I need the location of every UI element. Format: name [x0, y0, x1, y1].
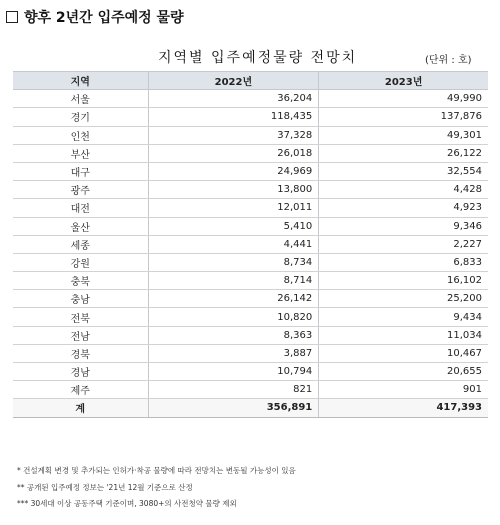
section-heading — [6, 7, 184, 27]
table-row — [13, 162, 488, 180]
cell-region: 인천 — [13, 126, 148, 144]
cell-region: 전북 — [13, 308, 148, 326]
cell-2022: 13,800 — [148, 181, 319, 199]
footnotes — [17, 463, 296, 513]
cell-2022: 10,794 — [148, 363, 319, 381]
header-2023: 2023년 — [319, 72, 488, 90]
cell-2022: 356,891 — [148, 399, 319, 417]
checkbox-square-icon — [6, 11, 18, 23]
cell-2022: 10,820 — [148, 308, 319, 326]
cell-2022: 37,328 — [148, 126, 319, 144]
cell-2023: 32,554 — [319, 162, 488, 180]
cell-2022: 36,204 — [148, 90, 319, 108]
table-row — [13, 181, 488, 199]
table-row — [13, 217, 488, 235]
table-row — [13, 144, 488, 162]
table-row — [13, 253, 488, 271]
cell-2023: 137,876 — [319, 108, 488, 126]
cell-region: 충북 — [13, 272, 148, 290]
table-row — [13, 235, 488, 253]
cell-2022: 8,714 — [148, 272, 319, 290]
footnote-2: ** 공개된 입주예정 정보는 '21년 12월 기준으로 산정 — [17, 482, 193, 492]
cell-region: 대전 — [13, 199, 148, 217]
cell-2022: 118,435 — [148, 108, 319, 126]
header-region: 지역 — [13, 72, 148, 90]
table-row — [13, 290, 488, 308]
cell-2023: 417,393 — [319, 399, 488, 417]
cell-2023: 901 — [319, 381, 488, 399]
cell-2023: 25,200 — [319, 290, 488, 308]
section-heading-text: 향후 2년간 입주예정 물량 — [24, 10, 184, 26]
table-row — [13, 272, 488, 290]
cell-2023: 11,034 — [319, 326, 488, 344]
cell-2023: 16,102 — [319, 272, 488, 290]
cell-2022: 24,969 — [148, 162, 319, 180]
cell-2022: 8,363 — [148, 326, 319, 344]
cell-region: 계 — [13, 399, 148, 417]
cell-2022: 8,734 — [148, 253, 319, 271]
table-header-row — [13, 72, 488, 90]
cell-region: 경기 — [13, 108, 148, 126]
cell-region: 강원 — [13, 253, 148, 271]
cell-region: 충남 — [13, 290, 148, 308]
footnote-1: * 건설계획 변경 및 추가되는 인허가·착공 물량에 따라 전망치는 변동될 가능성이 있음 — [17, 466, 296, 475]
cell-2023: 49,990 — [319, 90, 488, 108]
cell-2023: 6,833 — [319, 253, 488, 271]
cell-2023: 49,301 — [319, 126, 488, 144]
cell-2023: 20,655 — [319, 363, 488, 381]
cell-region: 부산 — [13, 144, 148, 162]
cell-2023: 26,122 — [319, 144, 488, 162]
cell-region: 울산 — [13, 217, 148, 235]
footnote-3: *** 30세대 이상 공동주택 기준이며, 3080+의 사전청약 물량 제외 — [17, 499, 237, 508]
cell-2022: 3,887 — [148, 344, 319, 362]
cell-2023: 9,434 — [319, 308, 488, 326]
cell-region: 제주 — [13, 381, 148, 399]
cell-2022: 5,410 — [148, 217, 319, 235]
table-row — [13, 90, 488, 108]
table-title: 지역별 입주예정물량 전망치 — [158, 50, 358, 66]
table-row — [13, 363, 488, 381]
unit-label: (단위 : 호) — [425, 55, 472, 66]
cell-region: 서울 — [13, 90, 148, 108]
table-row — [13, 326, 488, 344]
table-row — [13, 108, 488, 126]
cell-region: 대구 — [13, 162, 148, 180]
cell-region: 전남 — [13, 326, 148, 344]
table-body — [13, 90, 488, 417]
housing-supply-table — [13, 71, 488, 418]
cell-region: 경남 — [13, 363, 148, 381]
table-row — [13, 308, 488, 326]
cell-2023: 9,346 — [319, 217, 488, 235]
cell-2022: 12,011 — [148, 199, 319, 217]
cell-region: 광주 — [13, 181, 148, 199]
cell-region: 경북 — [13, 344, 148, 362]
table-row — [13, 344, 488, 362]
table-row — [13, 199, 488, 217]
cell-2022: 26,018 — [148, 144, 319, 162]
table-total-row — [13, 399, 488, 417]
cell-2023: 4,428 — [319, 181, 488, 199]
cell-2023: 4,923 — [319, 199, 488, 217]
cell-2022: 26,142 — [148, 290, 319, 308]
table-row — [13, 381, 488, 399]
cell-2022: 4,441 — [148, 235, 319, 253]
table-row — [13, 126, 488, 144]
cell-region: 세종 — [13, 235, 148, 253]
cell-2023: 2,227 — [319, 235, 488, 253]
header-2022: 2022년 — [148, 72, 319, 90]
cell-2023: 10,467 — [319, 344, 488, 362]
cell-2022: 821 — [148, 381, 319, 399]
